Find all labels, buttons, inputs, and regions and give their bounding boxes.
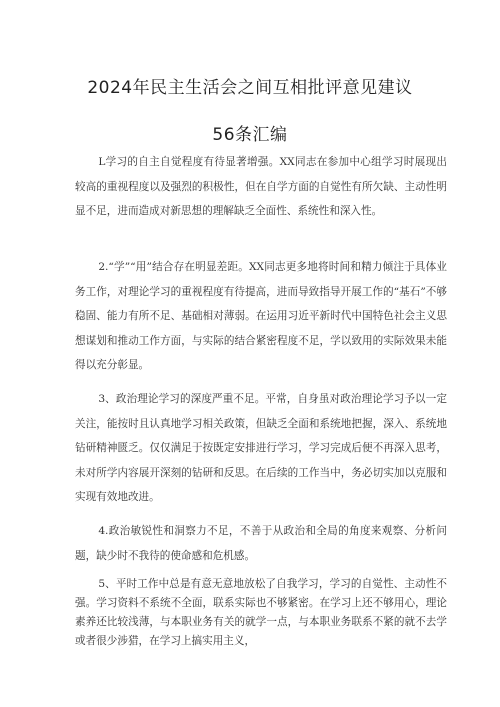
- paragraph-4: 4.政治敏锐性和洞察力不足，不善于从政治和全局的角度来观察、分析问题，缺少时不我待的使命感和危机感。: [75, 525, 447, 562]
- document-title: 2024年民主生活会之间互相批评意见建议: [87, 78, 413, 98]
- paragraph-2: 2.“学”“用”结合存在明显差距。XX同志更多地将时间和精力倾注于具体业务工作，对理论学习的重视程度有待提高，进而导致指导开展工作的“基石”不够稳固、能力有所不足、基础相对薄弱。在运用习近平新时代中国特色社会主义思想谋划和推动工作方面，与实际的结合紧密程度不足，学以致用的实际效果未能得以充分彰显。: [75, 261, 447, 371]
- paragraph-5: 5、平时工作中总是有意无意地放松了自我学习，学习的自觉性、主动性不强。学习资料不系统不全面，联系实际也不够紧密。在学习上还不够用心，理论素养还比较浅薄，与本职业务有关的就学一点，与本职业务联系不紧的就不去学或者很少涉猎，在学习上搞实用主义，: [75, 578, 447, 647]
- paragraph-1: L学习的自主自觉程度有待显著增强。XX同志在参加中心组学习时展现出较高的重视程度以及强烈的积极性，但在自学方面的自觉性有所欠缺、主动性明显不足，进而造成对新思想的理解缺乏全面性、系统性和深入性。: [75, 156, 447, 217]
- paragraph-3: 3、政治理论学习的深度严重不足。平常，自身虽对政治理论学习予以一定关注，能按时且认真地学习相关政策，但缺乏全面和系统地把握，深入、系统地钻研精神匮乏。仅仅满足于按既定安排进行学习，学习完成后便不再深入思考，未对所学内容展开深刻的钻研和反思。在后续的工作当中，务必切实加以克服和实现有效地改进。: [75, 393, 447, 503]
- document-subtitle: 56条汇编: [212, 125, 288, 145]
